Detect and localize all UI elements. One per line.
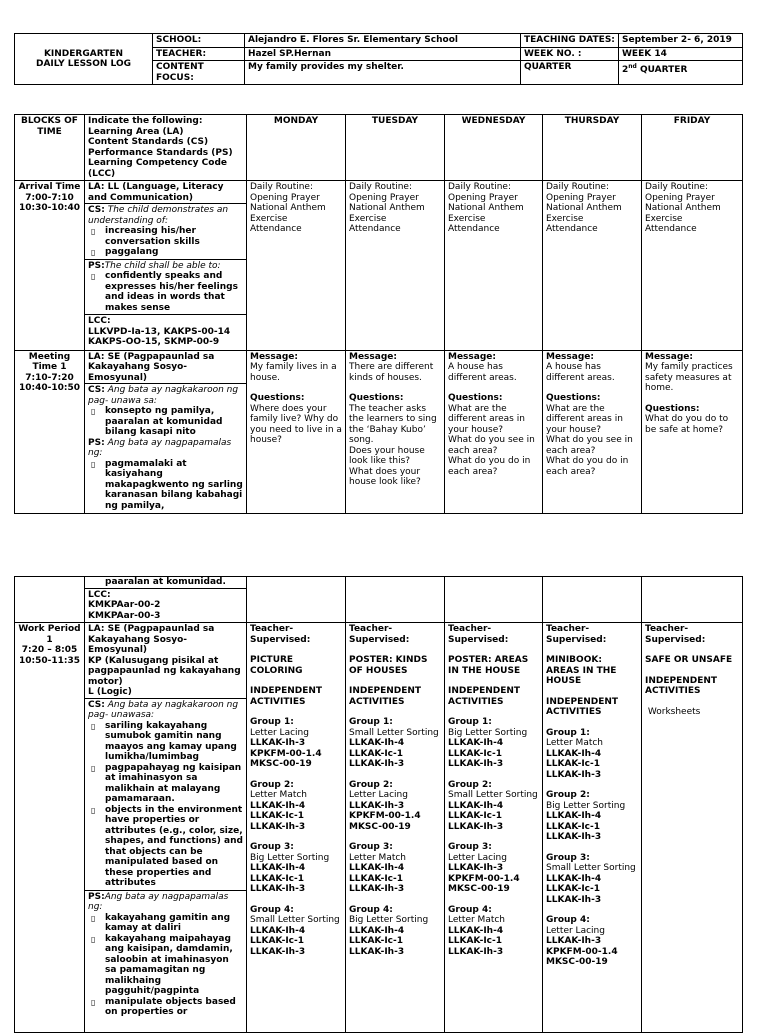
teacher-label: TEACHER: bbox=[153, 47, 245, 61]
header-table bbox=[14, 33, 743, 85]
meeting-la: LA: SE (Pagpapaunlad sa Kakayahang Sosyo-Emosyunal) bbox=[88, 351, 215, 383]
checkbox-bullet-icon: ▯ bbox=[91, 805, 96, 815]
col-monday: MONDAY bbox=[247, 115, 346, 181]
meeting-monday: Message: My family lives in a house. Questions: Where does your family live? Why do you need to live in a house? bbox=[247, 350, 346, 514]
work-thursday: Teacher-Supervised: MINIBOOK: AREAS IN THE HOUSE INDEPENDENT ACTIVITIES Group 1: Letter Match LLKAK-Ih-4 LLKAK-Ic-1 LLKAK-Ih-3 Group 2: Big Letter Sorting LLKAK-Ih-4 LLKAK-Ic-1 LLKAK-Ih-3 Group 3: Small Letter Sorting LLKAK-Ih-4 LLKAK-Ic-1 LLKAK-Ih-3 Group 4: Letter Lacing LLKAK-Ih-3 KPKFM-00-1.4 MKSC-00-19 bbox=[543, 623, 642, 1033]
checkbox-bullet-icon: ▯ bbox=[91, 913, 96, 923]
continued-tuesday bbox=[346, 577, 445, 623]
meeting-cs-label: CS: bbox=[88, 385, 105, 395]
arrival-wednesday: Daily Routine: Opening Prayer National Anthem Exercise Attendance bbox=[445, 181, 543, 351]
school-value: Alejandro E. Flores Sr. Elementary School bbox=[245, 34, 521, 48]
meeting-thursday: Message: A house has different areas. Questions: What are the different areas in your house? What do you see in each area? What do you do in each area? bbox=[543, 350, 642, 514]
checkbox-bullet-icon: ▯ bbox=[91, 721, 96, 731]
list-item: ▯ paggalang bbox=[91, 247, 159, 257]
quarter-value bbox=[619, 61, 743, 85]
arrival-cs bbox=[85, 203, 246, 259]
work-block: Work Period 1 7:20 – 8:05 10:50-11:35 bbox=[15, 623, 85, 1033]
arrival-ps-label: PS: bbox=[88, 260, 105, 271]
col-wednesday: WEDNESDAY bbox=[445, 115, 543, 181]
work-cs-text: Ang bata ay nagkakaroon ng pag- unawasa: bbox=[88, 699, 239, 720]
list-item: ▯ increasing his/her conversation skills bbox=[91, 226, 200, 247]
meeting-ps-label: PS: bbox=[88, 437, 105, 448]
col-blocks-of-time: BLOCKS OF TIME bbox=[15, 115, 85, 181]
quarter-word: QUARTER bbox=[639, 65, 688, 75]
list-item: ▯ sariling kakayahang sumubok gamitin nang maayos ang kamay upang lumikha/lumimbag bbox=[91, 720, 237, 762]
list-item: ▯ pagmamalaki at kasiyahang makapagkwento ng sarling karanasan bilang kabahagi ng pamilya, bbox=[91, 458, 243, 511]
arrival-cs-text: The child demonstrates an understanding of: bbox=[88, 205, 229, 226]
arrival-lcc: LCC: LLKVPD-Ia-13, KAKPS-00-14 KAKPS-OO-15, SKMP-00-9 bbox=[85, 314, 246, 349]
log-title-line1: KINDERGARTEN bbox=[43, 48, 124, 59]
checkbox-bullet-icon: ▯ bbox=[91, 459, 96, 469]
work-friday: Teacher-Supervised: SAFE OR UNSAFE INDEPENDENT ACTIVITIES Worksheets bbox=[642, 623, 743, 1033]
week-value: WEEK 14 bbox=[619, 47, 743, 61]
meeting-cs-text: Ang bata ay nagkakaroon ng pag- unawa sa: bbox=[88, 385, 239, 406]
list-item: ▯ kakayahang gamitin ang kamay at daliri bbox=[91, 912, 231, 933]
arrival-monday: Daily Routine: Opening Prayer National Anthem Exercise Attendance bbox=[247, 181, 346, 351]
meeting-cs bbox=[85, 383, 246, 512]
arrival-ps bbox=[85, 259, 246, 315]
work-monday: Teacher-Supervised: PICTURE COLORING INDEPENDENT ACTIVITIES Group 1: Letter Lacing LLKAK-Ih-3 KPKFM-00-1.4 MKSC-00-19 Group 2: Letter Match LLKAK-Ih-4 LLKAK-Ic-1 LLKAK-Ih-3 Group 3: Big Letter Sorting LLKAK-Ih-4 LLKAK-Ic-1 LLKAK-Ih-3 Group 4: Small Letter Sorting LLKAK-Ih-4 LLKAK-Ic-1 LLKAK-Ih-3 bbox=[247, 623, 346, 1033]
meeting-indicators bbox=[85, 350, 247, 514]
arrival-thursday: Daily Routine: Opening Prayer National Anthem Exercise Attendance bbox=[543, 181, 642, 351]
continued-indicators bbox=[85, 577, 247, 623]
quarter-suffix: nd bbox=[628, 63, 637, 70]
checkbox-bullet-icon: ▯ bbox=[91, 997, 96, 1007]
log-title bbox=[15, 34, 153, 85]
checkbox-bullet-icon: ▯ bbox=[91, 763, 96, 773]
col-thursday: THURSDAY bbox=[543, 115, 642, 181]
work-wednesday: Teacher-Supervised: POSTER: AREAS IN THE HOUSE INDEPENDENT ACTIVITIES Group 1: Big Letter Sorting LLKAK-Ih-4 LLKAK-Ic-1 LLKAK-Ih-3 Group 2: Small Letter Sorting LLKAK-Ih-4 LLKAK-Ic-1 LLKAK-Ih-3 Group 3: Letter Lacing LLKAK-Ih-3 KPKFM-00-1.4 MKSC-00-19 Group 4: Letter Match LLKAK-Ih-4 LLKAK-Ic-1 LLKAK-Ih-3 bbox=[445, 623, 543, 1033]
teacher-value: Hazel SP.Hernan bbox=[245, 47, 521, 61]
quarter-number: 2 bbox=[622, 65, 629, 75]
school-label: SCHOOL: bbox=[153, 34, 245, 48]
work-ps bbox=[85, 890, 246, 1019]
lesson-table-page1 bbox=[14, 114, 743, 514]
col-tuesday: TUESDAY bbox=[346, 115, 445, 181]
col-indicate: Indicate the following: Learning Area (LA) Content Standards (CS) Performance Standards (PS) Learning Competency Code (LCC) bbox=[85, 115, 247, 181]
meeting-wednesday: Message: A house has different areas. Questions: What are the different areas in your house? What do you see in each area? What do you do in each area? bbox=[445, 350, 543, 514]
teaching-dates-label: TEACHING DATES: bbox=[521, 34, 619, 48]
continued-block bbox=[15, 577, 85, 623]
work-tuesday: Teacher-Supervised: POSTER: KINDS OF HOUSES INDEPENDENT ACTIVITIES Group 1: Small Letter Sorting LLKAK-Ih-4 LLKAK-Ic-1 LLKAK-Ih-3 Group 2: Letter Lacing LLKAK-Ih-3 KPKFM-00-1.4 MKSC-00-19 Group 3: Letter Match LLKAK-Ih-4 LLKAK-Ic-1 LLKAK-Ih-3 Group 4: Big Letter Sorting LLKAK-Ih-4 LLKAK-Ic-1 LLKAK-Ih-3 bbox=[346, 623, 445, 1033]
list-item: ▯ kakayahang maipahayag ang kaisipan, damdamin, saloobin at imahinasyon sa pamamagitan ng malikhaing pagguhit/pagpinta bbox=[91, 933, 233, 996]
checkbox-bullet-icon: ▯ bbox=[91, 407, 96, 416]
work-ps-text: Ang bata ay nagpapamalas ng: bbox=[88, 891, 229, 912]
continued-thursday bbox=[543, 577, 642, 623]
meeting-block: Meeting Time 1 7:10-7:20 10:40-10:50 bbox=[15, 350, 85, 514]
meeting-friday: Message: My family practices safety measures at home. Questions: What do you do to be safe at home? bbox=[642, 350, 743, 514]
arrival-indicators bbox=[85, 181, 247, 351]
meeting-lcc: LCC: KMKPAar-00-2 KMKPAar-00-3 bbox=[85, 588, 246, 623]
checkbox-bullet-icon: ▯ bbox=[91, 227, 96, 236]
arrival-ps-text: The child shall be able to: bbox=[104, 260, 221, 271]
checkbox-bullet-icon: ▯ bbox=[91, 248, 96, 257]
teaching-dates-value: September 2- 6, 2019 bbox=[619, 34, 743, 48]
list-item: ▯ manipulate objects based on properties or bbox=[91, 996, 236, 1017]
continued-monday bbox=[247, 577, 346, 623]
arrival-friday: Daily Routine: Opening Prayer National Anthem Exercise Attendance bbox=[642, 181, 743, 351]
content-focus-value: My family provides my shelter. bbox=[245, 61, 521, 85]
work-cs bbox=[85, 698, 246, 890]
work-ps-label: PS: bbox=[88, 891, 105, 902]
list-item: ▯ pagpapahayag ng kaisipan at imahinasyon sa malikhain at malayang pamamaraan. bbox=[91, 762, 242, 804]
checkbox-bullet-icon: ▯ bbox=[91, 934, 96, 944]
list-item: ▯ objects in the environment have properties or attributes (e.g., color, size, shapes, and functions) and that objects can be manipulated based on these properties and attributes bbox=[91, 804, 243, 888]
checkbox-bullet-icon: ▯ bbox=[91, 272, 96, 281]
content-focus-label: CONTENT FOCUS: bbox=[153, 61, 245, 85]
meeting-ps-tail: paaralan at komunidad. bbox=[105, 577, 226, 587]
work-cs-label: CS: bbox=[88, 699, 105, 710]
worksheets-text: Worksheets bbox=[645, 706, 701, 717]
work-indicators bbox=[85, 623, 247, 1033]
list-item: ▯ confidently speaks and expresses his/her feelings and ideas in words that makes sense bbox=[91, 271, 238, 313]
continued-wednesday bbox=[445, 577, 543, 623]
meeting-tuesday: Message: There are different kinds of houses. Questions: The teacher asks the learners to sing the ‘Bahay Kubo’ song. Does your house look like this? What does your house look like? bbox=[346, 350, 445, 514]
meeting-ps-text: Ang bata ay nagpapamalas ng: bbox=[88, 437, 232, 458]
log-title-line2: DAILY LESSON LOG bbox=[36, 59, 131, 69]
arrival-tuesday: Daily Routine: Opening Prayer National Anthem Exercise Attendance bbox=[346, 181, 445, 351]
list-item: ▯ konsepto ng pamilya, paaralan at komunidad bilang kasapi nito bbox=[91, 406, 223, 437]
continued-friday bbox=[642, 577, 743, 623]
col-friday: FRIDAY bbox=[642, 115, 743, 181]
work-la: LA: SE (Pagpapaunlad sa Kakayahang Sosyo-Emosyunal) KP (Kalusugang pisikal at pagpapaunlad ng kakayahang motor) L (Logic) bbox=[88, 624, 241, 697]
arrival-cs-label: CS: bbox=[88, 205, 105, 215]
week-label: WEEK NO. : bbox=[521, 47, 619, 61]
quarter-label: QUARTER bbox=[521, 61, 619, 85]
lesson-table-page2 bbox=[14, 576, 743, 1033]
arrival-block: Arrival Time 7:00-7:10 10:30-10:40 bbox=[15, 181, 85, 351]
arrival-la: LA: LL (Language, Literacy and Communication) bbox=[88, 182, 224, 203]
